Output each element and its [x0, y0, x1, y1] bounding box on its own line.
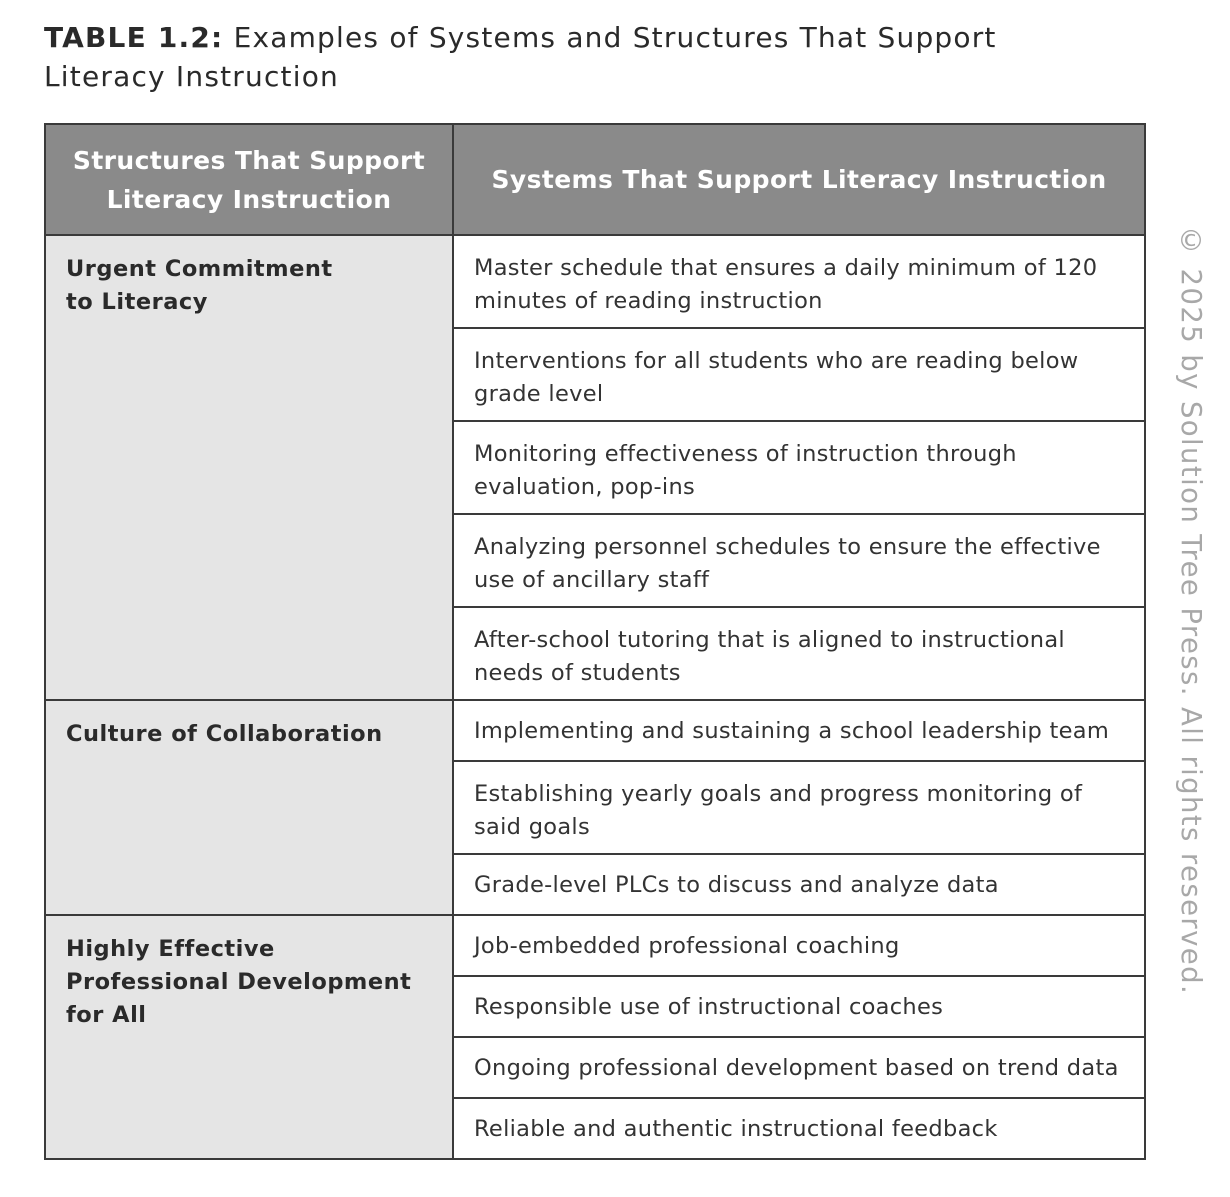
system-cell: Job-embedded professional coaching [453, 915, 1145, 976]
system-cell: Reliable and authentic instructional feedback [453, 1098, 1145, 1159]
copyright-notice: © 2025 by Solution Tree Press. All rights reserved. [1175, 225, 1207, 996]
system-cell: Interventions for all students who are reading below grade level [453, 328, 1145, 421]
literacy-table [44, 123, 1146, 1160]
system-cell: Grade-level PLCs to discuss and analyze data [453, 854, 1145, 915]
header-row [45, 124, 1145, 235]
system-cell: Establishing yearly goals and progress monitoring of said goals [453, 761, 1145, 854]
system-cell: Master schedule that ensures a daily minimum of 120 minutes of reading instruction [453, 235, 1145, 328]
structure-label: Culture of Collaboration [66, 721, 383, 747]
system-cell: After-school tutoring that is aligned to instructional needs of students [453, 607, 1145, 700]
structure-label: Highly Effective Professional Development for All [66, 936, 412, 1028]
system-cell: Ongoing professional development based on trend data [453, 1037, 1145, 1098]
header-structures: Structures That Support Literacy Instruction [45, 124, 453, 235]
table-title: Examples of Systems and Structures That Support Literacy Instruction [44, 21, 997, 93]
system-cell: Monitoring effectiveness of instruction through evaluation, pop-ins [453, 421, 1145, 514]
table-caption [44, 18, 1104, 96]
system-cell: Responsible use of instructional coaches [453, 976, 1145, 1037]
table-row [45, 915, 1145, 976]
system-cell: Analyzing personnel schedules to ensure the effective use of ancillary staff [453, 514, 1145, 607]
system-cell: Implementing and sustaining a school leadership team [453, 700, 1145, 761]
structure-cell [45, 700, 453, 915]
structure-label: Urgent Commitment to Literacy [66, 256, 333, 315]
structure-cell [45, 915, 453, 1159]
table-row [45, 700, 1145, 761]
table-number: TABLE 1.2: [44, 21, 224, 54]
header-systems: Systems That Support Literacy Instruction [453, 124, 1145, 235]
structure-cell [45, 235, 453, 700]
table-row [45, 235, 1145, 328]
